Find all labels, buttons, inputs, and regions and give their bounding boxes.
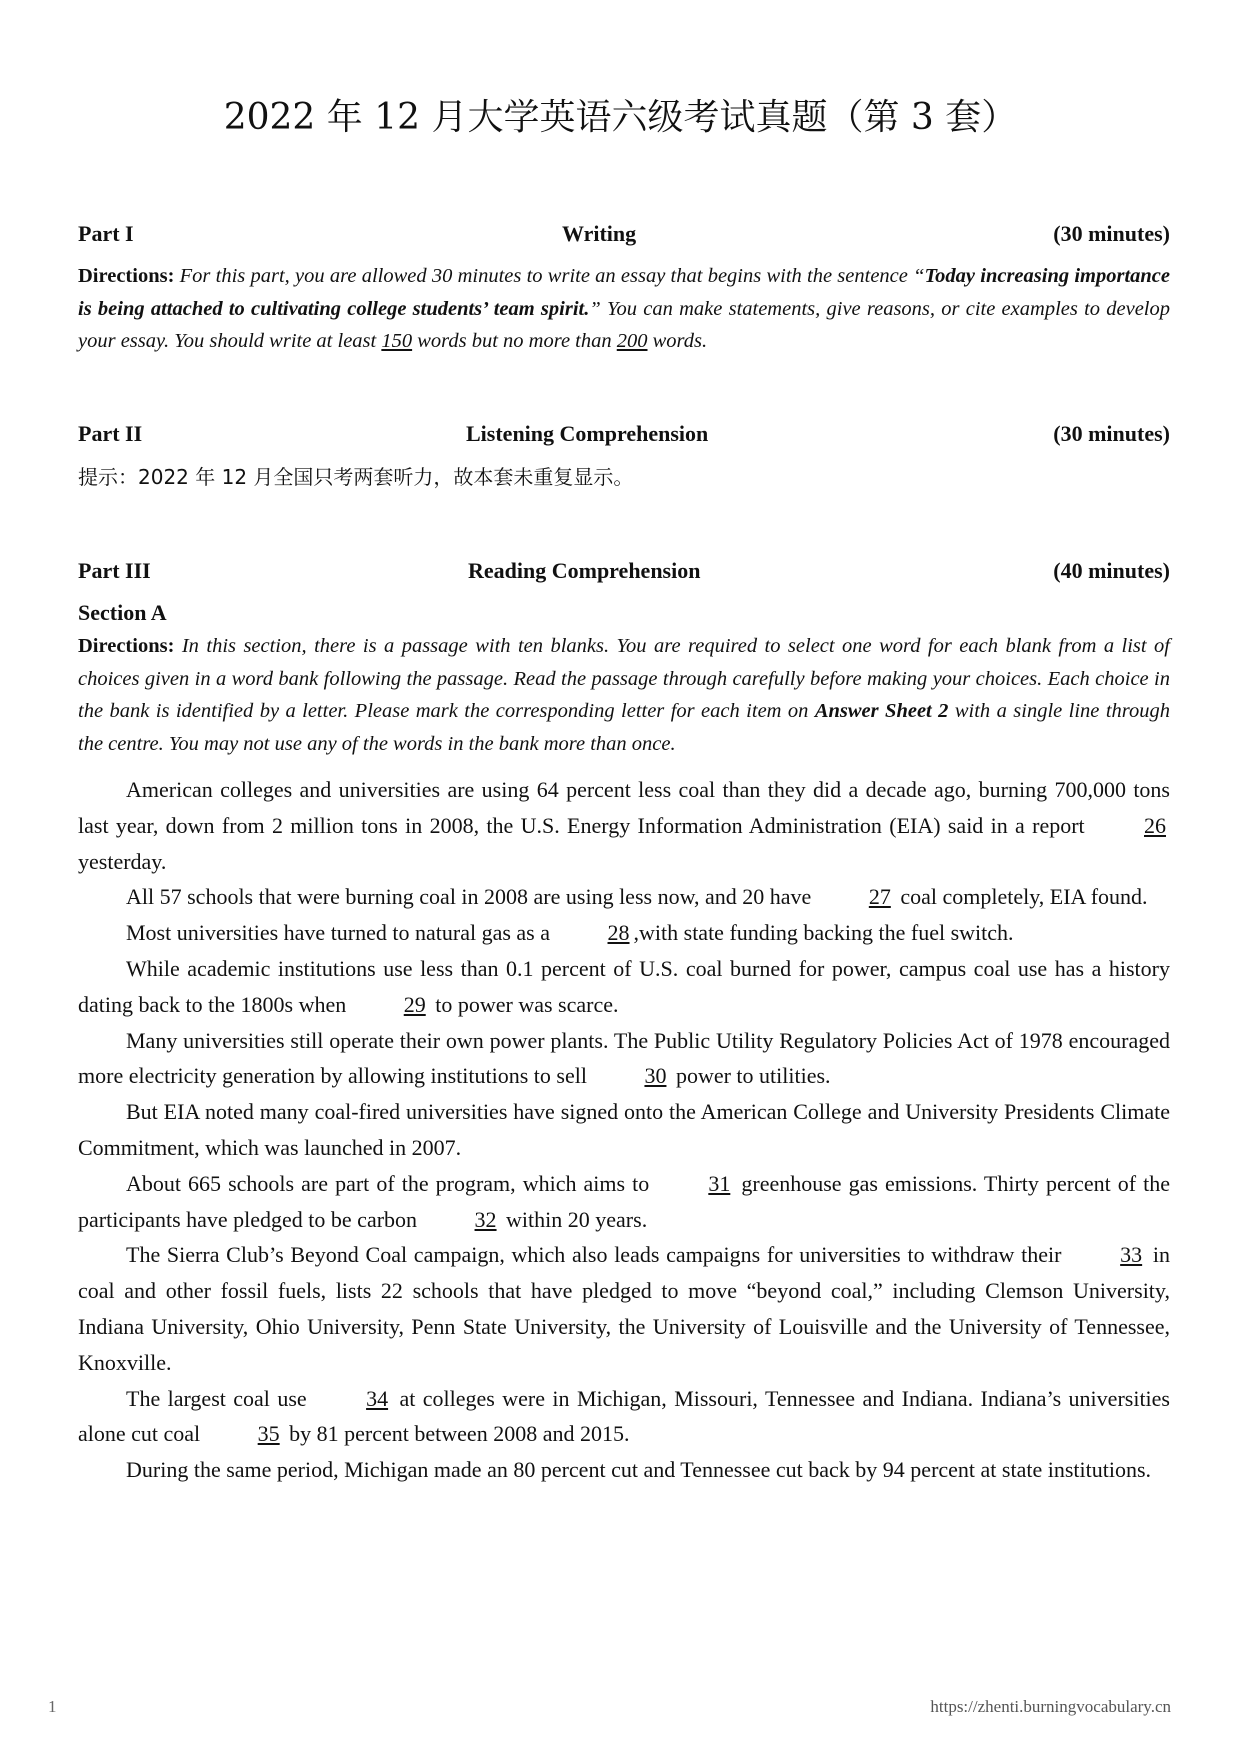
- page-number: 1: [48, 1697, 57, 1716]
- reading-passage: [78, 772, 1170, 1488]
- part3-header: [78, 556, 1170, 586]
- passage-text: power to utilities.: [670, 1063, 831, 1089]
- blank-32: 32: [474, 1206, 497, 1232]
- blank-30: 30: [644, 1063, 667, 1089]
- part2-header: [78, 419, 1170, 449]
- part1-directions-text-b: ” You can make statements, give reasons, or cite examples to develop your essay. You should write at least: [78, 297, 1171, 352]
- passage-paragraph: [78, 1166, 1170, 1238]
- footer-url: https://zhenti.burningvocabulary.cn: [930, 1697, 1171, 1716]
- passage-text: About 665 schools are part of the program, which aims to: [126, 1170, 657, 1196]
- passage-paragraph: [78, 915, 1170, 951]
- part2-note: 提示：2022 年 12 月全国只考两套听力，故本套未重复显示。: [78, 465, 634, 489]
- passage-text: All 57 schools that were burning coal in 2008 are using less now, and 20 have: [126, 884, 817, 910]
- part3-directions-text-b: with a single line through the centre. You may not use any of the words in the bank more than once.: [78, 700, 1170, 755]
- passage-paragraph: [78, 1237, 1170, 1380]
- passage-text: at colleges were in Michigan, Missouri, Tennessee and Indiana. Indiana’s universities alone cut coal: [78, 1385, 1170, 1447]
- part3-label: Part III: [78, 558, 151, 583]
- blank-31: 31: [708, 1170, 731, 1196]
- section-a-heading: Section A: [78, 600, 167, 625]
- passage-text: American colleges and universities are using 64 percent less coal than they did a decade ago, burning 700,000 tons last year, down from 2 million tons in 2008, the U.S. Energy Information Administration (EIA) said in a report: [78, 777, 1170, 838]
- blank-33: 33: [1120, 1242, 1143, 1268]
- part1-header: [78, 219, 1170, 249]
- passage-paragraph: [78, 1381, 1170, 1453]
- passage-text: ,with state funding backing the fuel switch.: [633, 920, 1014, 946]
- part3-directions-text-a: In this section, there is a passage with ten blanks. You are required to select one word for each blank from a list of choices given in a word bank following the passage. Read the passage through carefully before making your choices. Each choice in the bank is identified by a letter. Please mark the corresponding letter for each item on: [78, 635, 1170, 722]
- part3-directions-label: Directions:: [78, 635, 175, 657]
- part2-time: (30 minutes): [1053, 421, 1170, 446]
- part1-label: Part I: [78, 221, 134, 246]
- passage-text: Many universities still operate their own power plants. The Public Utility Regulatory Policies Act of 1978 encouraged more electricity generation by allowing institutions to sell: [78, 1027, 1170, 1089]
- passage-text: greenhouse gas emissions. Thirty percent of the participants have pledged to be carbon: [78, 1170, 1171, 1232]
- passage-text: coal completely, EIA found.: [894, 884, 1148, 910]
- part2-label: Part II: [78, 421, 143, 446]
- part2-name: Listening Comprehension: [466, 421, 709, 446]
- part3-directions: [78, 630, 1170, 760]
- part1-min-words: 150: [381, 330, 413, 352]
- part1-directions-text-d: words.: [647, 330, 708, 352]
- passage-text: within 20 years.: [500, 1206, 648, 1232]
- part1-name: Writing: [562, 221, 637, 246]
- passage-text: The Sierra Club’s Beyond Coal campaign, which also leads campaigns for universities to withdraw their: [126, 1242, 1069, 1268]
- blank-27: 27: [868, 884, 891, 910]
- part1-directions-text-c: words but no more than: [412, 330, 617, 352]
- page-title: 2022 年 12 月大学英语六级考试真题（第 3 套）: [223, 97, 1018, 138]
- part1-essay-prompt: Today increasing importance is being attached to cultivating college students’ team spirit.: [78, 265, 1170, 320]
- part1-directions-text-a: For this part, you are allowed 30 minutes to write an essay that begins with the sentence “: [174, 265, 925, 287]
- passage-text: in coal and other fossil fuels, lists 22 schools that have pledged to move “beyond coal,” including Clemson University, Indiana University, Ohio University, Penn State University, the University of Louisville and the University of Tennessee, Knoxville.: [78, 1242, 1170, 1375]
- passage-text: Most universities have turned to natural gas as a: [126, 920, 556, 946]
- passage-text: by 81 percent between 2008 and 2015.: [283, 1421, 630, 1447]
- blank-26: 26: [1144, 812, 1166, 838]
- blank-35: 35: [257, 1421, 280, 1447]
- passage-text: yesterday.: [78, 848, 167, 874]
- passage-paragraph: [78, 1023, 1170, 1095]
- passage-text: to power was scarce.: [429, 991, 619, 1017]
- answer-sheet-2: Answer Sheet 2: [814, 700, 949, 722]
- part3-name: Reading Comprehension: [468, 558, 701, 583]
- passage-paragraph: But EIA noted many coal-fired universities have signed onto the American College and University Presidents Climate Commitment, which was launched in 2007.: [78, 1099, 1170, 1160]
- part1-max-words: 200: [616, 330, 648, 352]
- passage-text: The largest coal use: [126, 1385, 315, 1411]
- passage-paragraph: [78, 879, 1170, 915]
- blank-28: 28: [607, 920, 630, 946]
- passage-paragraph: During the same period, Michigan made an 80 percent cut and Tennessee cut back by 94 percent at state institutions.: [126, 1457, 1152, 1483]
- passage-paragraph: [78, 772, 1170, 879]
- passage-paragraph: [78, 951, 1170, 1023]
- part1-directions: [78, 260, 1170, 358]
- blank-29: 29: [403, 991, 426, 1017]
- blank-34: 34: [366, 1385, 389, 1411]
- part1-time: (30 minutes): [1053, 221, 1170, 246]
- part3-time: (40 minutes): [1053, 558, 1170, 583]
- part1-directions-label: Directions:: [78, 265, 175, 287]
- passage-text: While academic institutions use less than 0.1 percent of U.S. coal burned for power, campus coal use has a history dating back to the 1800s when: [78, 955, 1170, 1017]
